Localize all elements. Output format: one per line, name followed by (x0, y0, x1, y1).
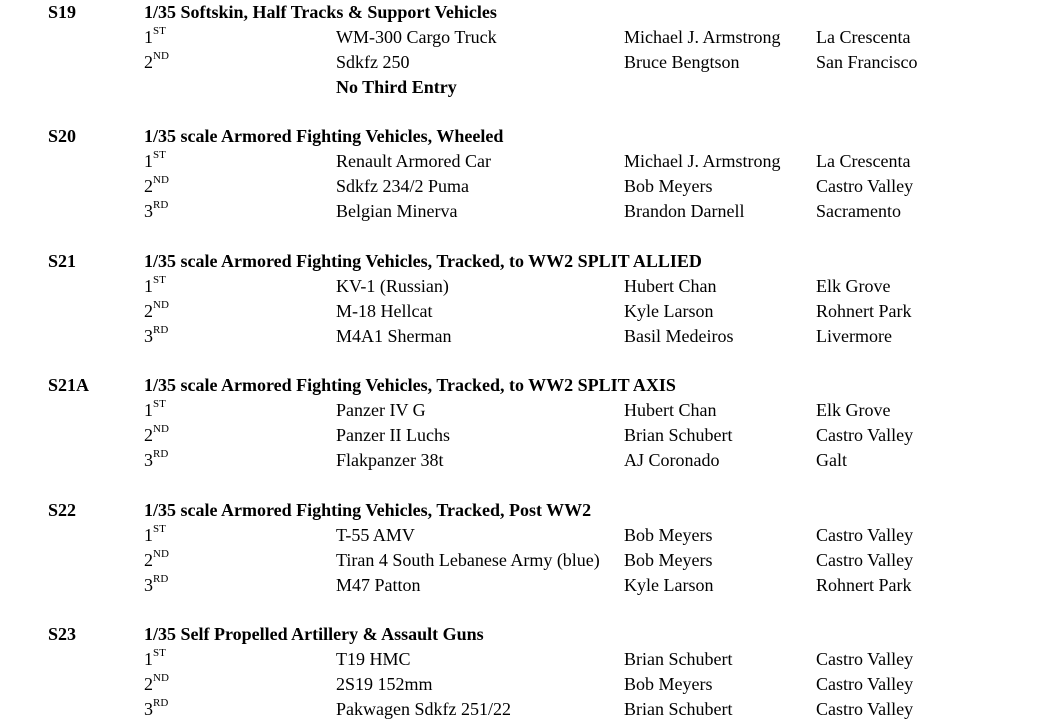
entrant-city: Castro Valley (816, 674, 914, 694)
entrant-name: Brian Schubert (624, 649, 733, 669)
place-suffix: RD (153, 697, 169, 709)
place-suffix: RD (153, 448, 169, 460)
result-row (0, 324, 1053, 349)
place-suffix: ND (153, 548, 169, 560)
place-number: 1 (144, 276, 153, 296)
entrant-name: Bob Meyers (624, 525, 713, 545)
place-number: 3 (144, 201, 153, 221)
category-header (0, 124, 1053, 149)
model-name: KV-1 (Russian) (336, 276, 449, 296)
entrant-city: Livermore (816, 326, 892, 346)
category-s21a (0, 373, 1053, 473)
place-label (144, 398, 166, 423)
model-name: Sdkfz 250 (336, 52, 410, 72)
entrant-city: La Crescenta (816, 151, 911, 171)
place-suffix: RD (153, 324, 169, 336)
place-label (144, 324, 168, 349)
result-row (0, 50, 1053, 75)
entrant-name: Hubert Chan (624, 400, 717, 420)
place-label (144, 573, 168, 598)
model-name: Panzer IV G (336, 400, 426, 420)
place-number: 2 (144, 674, 153, 694)
model-name: Renault Armored Car (336, 151, 491, 171)
result-row (0, 149, 1053, 174)
place-number: 1 (144, 151, 153, 171)
entrant-city: Sacramento (816, 201, 901, 221)
category-code: S19 (48, 2, 77, 22)
entrant-name: Michael J. Armstrong (624, 27, 781, 47)
entrant-name: Bruce Bengtson (624, 52, 740, 72)
place-label (144, 50, 169, 75)
place-suffix: ST (153, 149, 166, 161)
place-suffix: ND (153, 423, 169, 435)
result-row (0, 398, 1053, 423)
category-header (0, 0, 1053, 25)
result-row (0, 299, 1053, 324)
place-label (144, 647, 166, 672)
model-name: T-55 AMV (336, 525, 415, 545)
category-title: 1/35 Softskin, Half Tracks & Support Vehicles (144, 2, 497, 22)
entrant-name: Bob Meyers (624, 550, 713, 570)
entrant-city: La Crescenta (816, 27, 911, 47)
result-row (0, 274, 1053, 299)
category-title: 1/35 scale Armored Fighting Vehicles, Wheeled (144, 126, 504, 146)
place-suffix: ST (153, 274, 166, 286)
entrant-city: Rohnert Park (816, 575, 912, 595)
place-suffix: ST (153, 398, 166, 410)
model-name: Sdkfz 234/2 Puma (336, 176, 469, 196)
entrant-name: Basil Medeiros (624, 326, 734, 346)
entrant-name: Bob Meyers (624, 176, 713, 196)
category-title: 1/35 scale Armored Fighting Vehicles, Tracked, Post WW2 (144, 500, 592, 520)
entrant-city: Elk Grove (816, 400, 891, 420)
category-title: 1/35 scale Armored Fighting Vehicles, Tracked, to WW2 SPLIT AXIS (144, 375, 676, 395)
result-row (0, 199, 1053, 224)
place-number: 2 (144, 550, 153, 570)
entrant-name: AJ Coronado (624, 450, 720, 470)
place-label (144, 174, 169, 199)
place-suffix: ND (153, 299, 169, 311)
place-suffix: ND (153, 50, 169, 62)
result-row (0, 448, 1053, 473)
category-s23 (0, 622, 1053, 722)
entrant-name: Brian Schubert (624, 425, 733, 445)
entrant-name: Michael J. Armstrong (624, 151, 781, 171)
result-row (0, 423, 1053, 448)
model-name: WM-300 Cargo Truck (336, 27, 497, 47)
no-entry-note: No Third Entry (336, 77, 457, 97)
category-code: S21A (48, 375, 90, 395)
model-name: Panzer II Luchs (336, 425, 450, 445)
model-name: Pakwagen Sdkfz 251/22 (336, 699, 511, 719)
result-row (0, 672, 1053, 697)
place-label (144, 672, 169, 697)
result-row (0, 647, 1053, 672)
category-header (0, 373, 1053, 398)
entrant-name: Kyle Larson (624, 301, 714, 321)
model-name: Flakpanzer 38t (336, 450, 444, 470)
place-number: 3 (144, 575, 153, 595)
note-row (0, 75, 1053, 100)
entrant-city: Elk Grove (816, 276, 891, 296)
category-title: 1/35 Self Propelled Artillery & Assault Guns (144, 624, 484, 644)
category-header (0, 249, 1053, 274)
place-suffix: ST (153, 523, 166, 535)
model-name: Tiran 4 South Lebanese Army (blue) (336, 550, 600, 570)
place-label (144, 274, 166, 299)
place-number: 3 (144, 326, 153, 346)
entrant-city: Castro Valley (816, 176, 914, 196)
place-number: 2 (144, 425, 153, 445)
entrant-city: Rohnert Park (816, 301, 912, 321)
place-label (144, 149, 166, 174)
entrant-city: Castro Valley (816, 649, 914, 669)
category-code: S20 (48, 126, 77, 146)
place-suffix: ND (153, 672, 169, 684)
category-code: S23 (48, 624, 77, 644)
model-name: T19 HMC (336, 649, 411, 669)
place-label (144, 448, 168, 473)
place-suffix: ND (153, 174, 169, 186)
result-row (0, 573, 1053, 598)
model-name: Belgian Minerva (336, 201, 458, 221)
result-row (0, 548, 1053, 573)
place-suffix: ST (153, 25, 166, 37)
entrant-name: Brandon Darnell (624, 201, 745, 221)
result-row (0, 25, 1053, 50)
place-suffix: ST (153, 647, 166, 659)
model-name: M4A1 Sherman (336, 326, 452, 346)
entrant-name: Kyle Larson (624, 575, 714, 595)
category-s20 (0, 124, 1053, 224)
place-number: 3 (144, 450, 153, 470)
place-label (144, 423, 169, 448)
entrant-name: Bob Meyers (624, 674, 713, 694)
place-number: 1 (144, 27, 153, 47)
entrant-city: Castro Valley (816, 525, 914, 545)
category-code: S21 (48, 251, 77, 271)
place-label (144, 299, 169, 324)
model-name: M47 Patton (336, 575, 421, 595)
entrant-city: Castro Valley (816, 550, 914, 570)
entrant-city: San Francisco (816, 52, 918, 72)
model-name: M-18 Hellcat (336, 301, 433, 321)
place-suffix: RD (153, 573, 169, 585)
category-header (0, 622, 1053, 647)
result-row (0, 523, 1053, 548)
category-code: S22 (48, 500, 77, 520)
category-title: 1/35 scale Armored Fighting Vehicles, Tracked, to WW2 SPLIT ALLIED (144, 251, 702, 271)
entrant-name: Hubert Chan (624, 276, 717, 296)
place-label (144, 199, 168, 224)
place-label (144, 523, 166, 548)
model-name: 2S19 152mm (336, 674, 433, 694)
result-row (0, 174, 1053, 199)
category-header (0, 498, 1053, 523)
category-s21 (0, 249, 1053, 349)
place-number: 2 (144, 176, 153, 196)
entrant-name: Brian Schubert (624, 699, 733, 719)
result-row (0, 697, 1053, 722)
entrant-city: Castro Valley (816, 425, 914, 445)
place-number: 3 (144, 699, 153, 719)
place-number: 2 (144, 301, 153, 321)
place-number: 1 (144, 649, 153, 669)
place-label (144, 548, 169, 573)
place-label (144, 25, 166, 50)
place-number: 1 (144, 400, 153, 420)
place-number: 2 (144, 52, 153, 72)
place-suffix: RD (153, 199, 169, 211)
place-number: 1 (144, 525, 153, 545)
category-s22 (0, 498, 1053, 598)
entrant-city: Castro Valley (816, 699, 914, 719)
place-label (144, 697, 168, 722)
entrant-city: Galt (816, 450, 847, 470)
category-s19 (0, 0, 1053, 100)
